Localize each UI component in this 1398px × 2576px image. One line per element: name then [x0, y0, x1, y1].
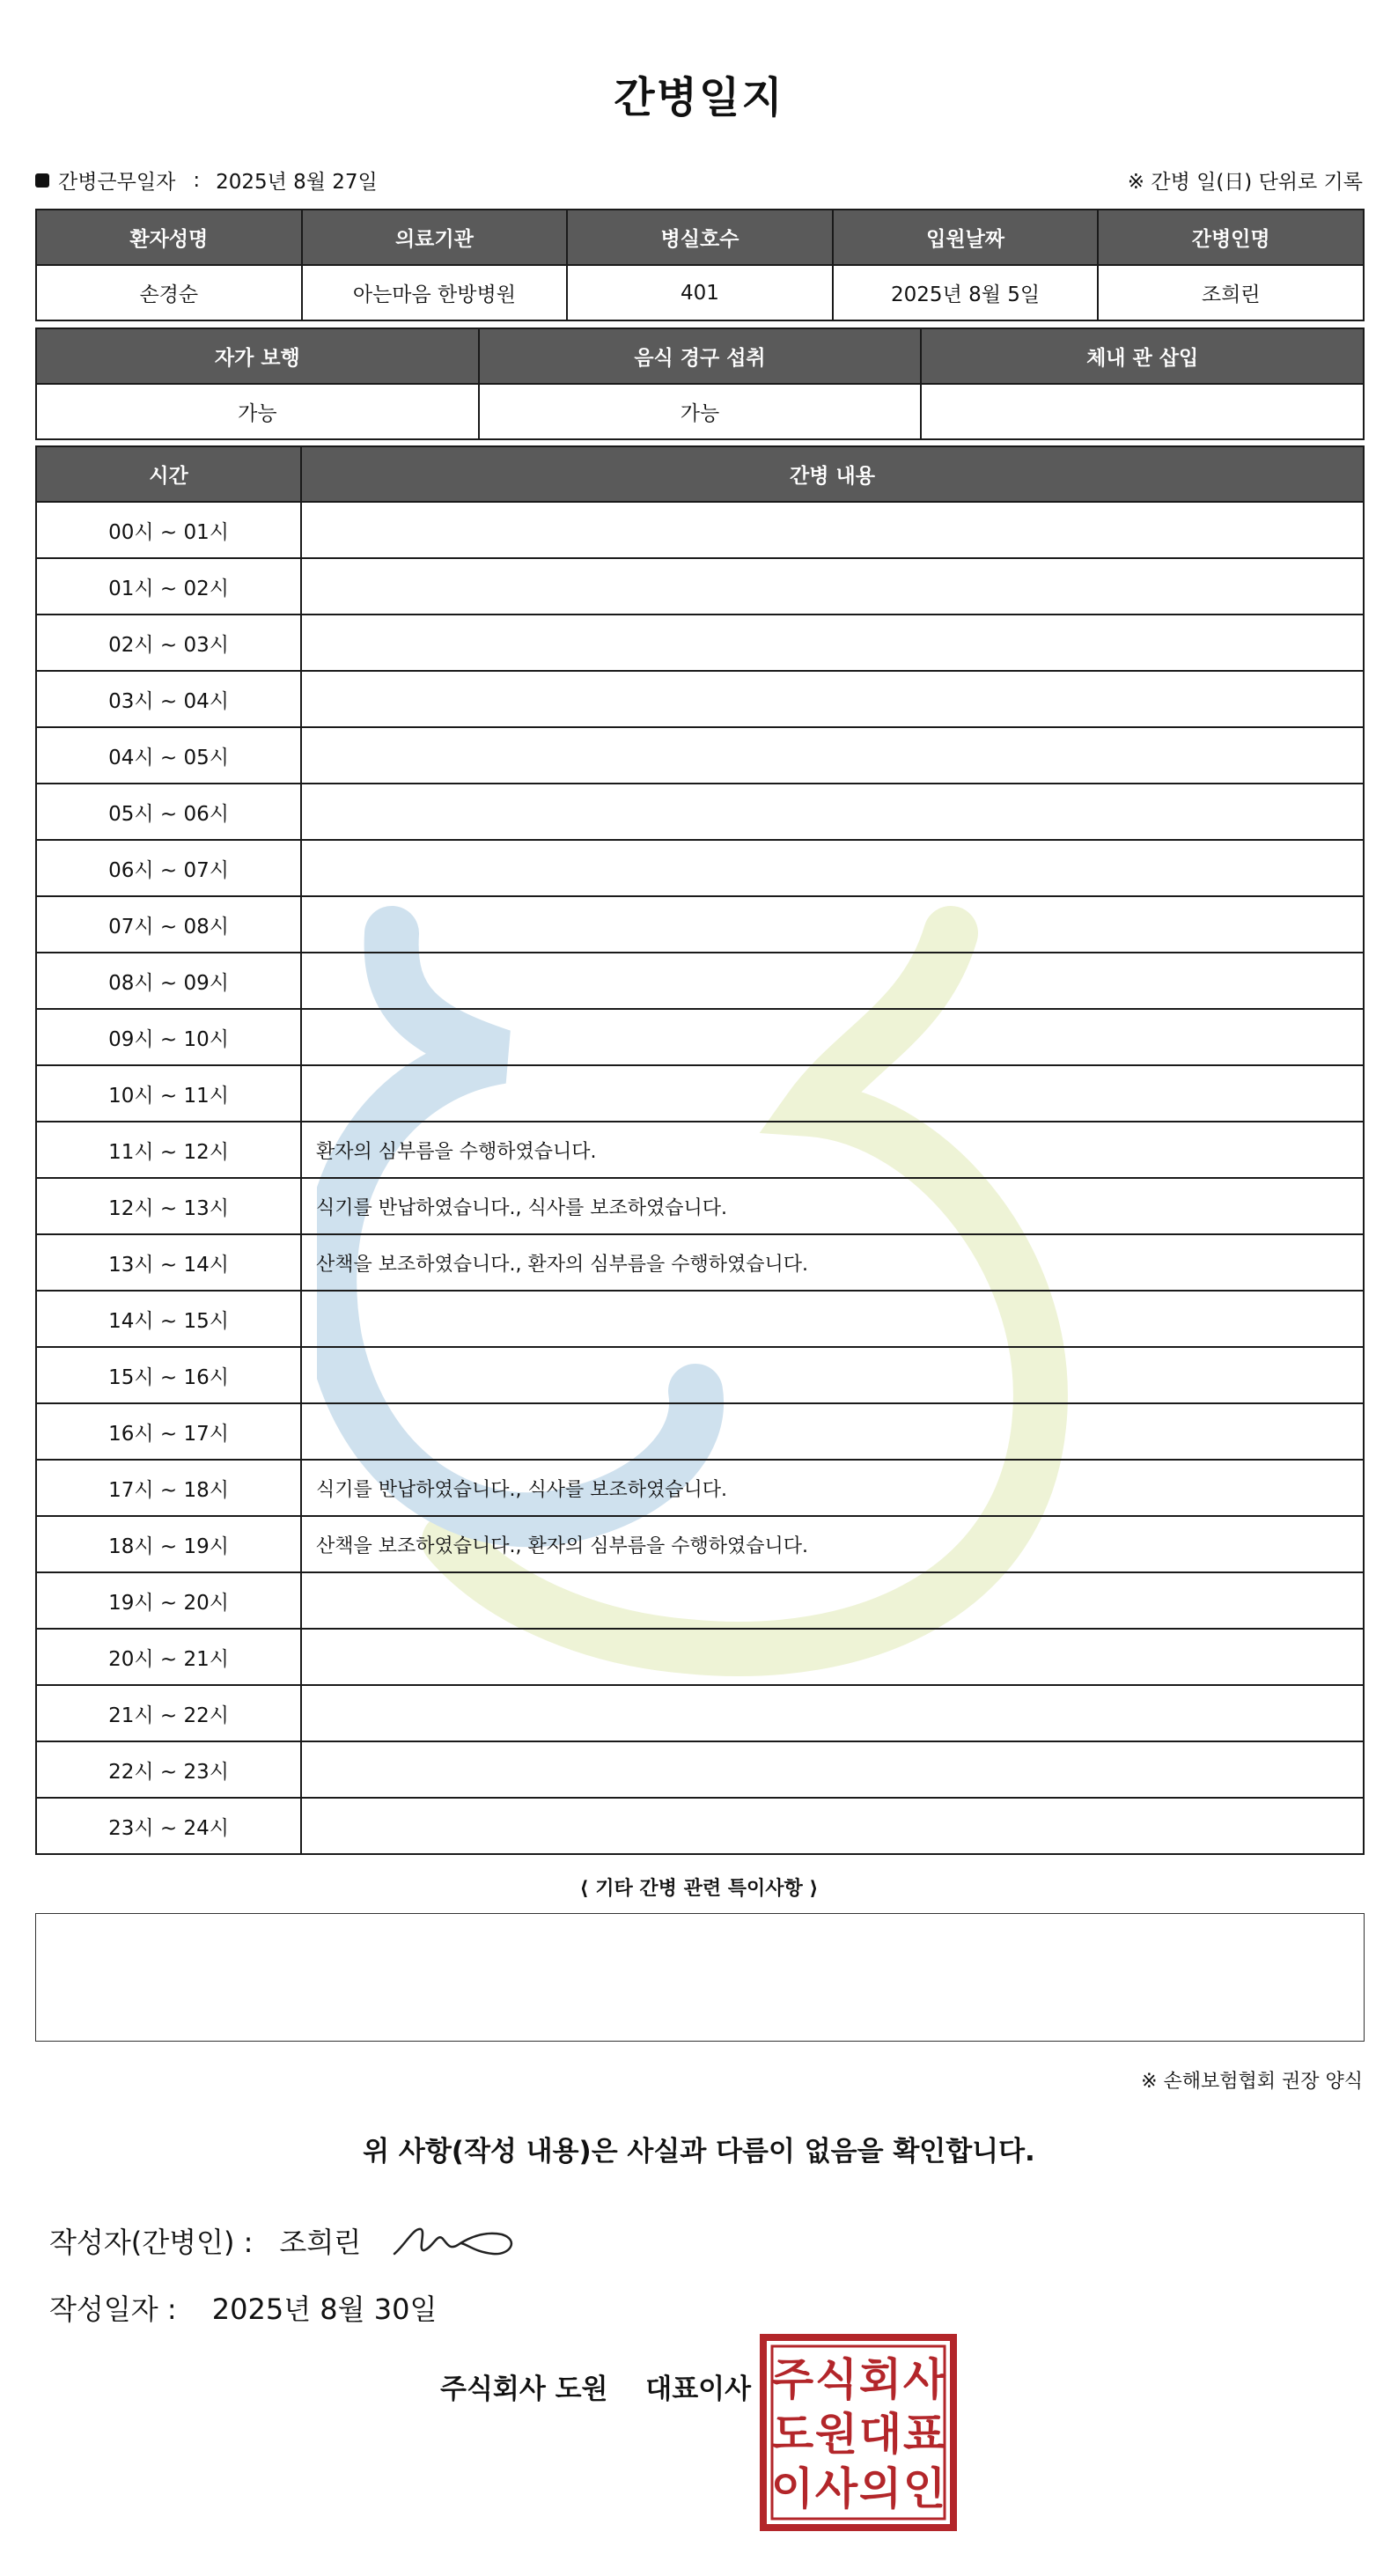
care-log-row [36, 1009, 1364, 1065]
seal-character: 표 [902, 2409, 946, 2460]
write-date-line [49, 2287, 437, 2328]
care-log-row [36, 1685, 1364, 1741]
care-log-table [35, 445, 1365, 1855]
time-slot-cell: 13시 ~ 14시 [36, 1234, 301, 1291]
care-log-row [36, 1403, 1364, 1460]
care-content-cell [301, 671, 1364, 727]
header-time: 시간 [36, 446, 301, 502]
signature-image [387, 2219, 519, 2263]
self-walking-value: 가능 [36, 384, 479, 439]
care-content-cell: 산책을 보조하였습니다., 환자의 심부름을 수행하였습니다. [301, 1516, 1364, 1572]
care-log-row [36, 1122, 1364, 1178]
care-content-cell: 환자의 심부름을 수행하였습니다. [301, 1122, 1364, 1178]
time-slot-cell: 22시 ~ 23시 [36, 1741, 301, 1798]
care-content-cell [301, 615, 1364, 671]
care-content-cell [301, 558, 1364, 615]
care-content-cell [301, 1798, 1364, 1854]
seal-character: 사 [902, 2354, 946, 2405]
write-date-value: 2025년 8월 30일 [211, 2293, 438, 2326]
writer-line [49, 2219, 519, 2263]
work-date-line [35, 166, 378, 195]
seal-character: 도 [770, 2409, 814, 2460]
care-log-row [36, 1741, 1364, 1798]
patient-value-row [36, 265, 1364, 320]
company-line [440, 2366, 751, 2406]
header-tube-insertion: 체내 관 삽입 [921, 328, 1364, 384]
patient-header-row [36, 210, 1364, 265]
care-content-cell [301, 1403, 1364, 1460]
time-slot-cell: 19시 ~ 20시 [36, 1572, 301, 1629]
patient-info-table [35, 209, 1365, 321]
seal-character: 회 [858, 2354, 902, 2405]
oral-intake-value: 가능 [479, 384, 922, 439]
care-log-row [36, 1178, 1364, 1234]
time-slot-cell: 21시 ~ 22시 [36, 1685, 301, 1741]
writer-name: 조희린 [279, 2226, 362, 2259]
care-content-cell [301, 1291, 1364, 1347]
time-slot-cell: 10시 ~ 11시 [36, 1065, 301, 1122]
care-content-cell [301, 1685, 1364, 1741]
care-log-header-row [36, 446, 1364, 502]
header-hospital: 의료기관 [302, 210, 568, 265]
care-log-row [36, 558, 1364, 615]
care-content-cell [301, 1741, 1364, 1798]
work-date-value: 2025년 8월 27일 [216, 171, 378, 194]
header-care-content: 간병 내용 [301, 446, 1364, 502]
care-content-cell [301, 784, 1364, 840]
care-log-row [36, 784, 1364, 840]
ceo-title: 대표이사 [645, 2374, 752, 2405]
seal-character: 원 [814, 2409, 858, 2460]
care-log-row [36, 1798, 1364, 1854]
time-slot-cell: 18시 ~ 19시 [36, 1516, 301, 1572]
care-log-row [36, 953, 1364, 1009]
header-admission-date: 입원날짜 [833, 210, 1099, 265]
time-slot-cell: 08시 ~ 09시 [36, 953, 301, 1009]
care-log-row [36, 1516, 1364, 1572]
time-slot-cell: 05시 ~ 06시 [36, 784, 301, 840]
ability-header-row [36, 328, 1364, 384]
header-patient-name: 환자성명 [36, 210, 302, 265]
header-room-number: 병실호수 [567, 210, 833, 265]
care-content-cell [301, 1572, 1364, 1629]
seal-character: 주 [770, 2354, 814, 2405]
time-slot-cell: 16시 ~ 17시 [36, 1403, 301, 1460]
tube-insertion-value [921, 384, 1364, 439]
seal-character: 대 [858, 2409, 902, 2460]
time-slot-cell: 09시 ~ 10시 [36, 1009, 301, 1065]
time-slot-cell: 20시 ~ 21시 [36, 1629, 301, 1685]
time-slot-cell: 12시 ~ 13시 [36, 1178, 301, 1234]
care-content-cell [301, 896, 1364, 953]
care-log-row [36, 502, 1364, 558]
caregiver-name-value: 조희린 [1098, 265, 1364, 320]
care-log-row [36, 1291, 1364, 1347]
care-log-row [36, 727, 1364, 784]
time-slot-cell: 02시 ~ 03시 [36, 615, 301, 671]
care-log-row [36, 1572, 1364, 1629]
work-date-colon: : [193, 168, 201, 192]
time-slot-cell: 06시 ~ 07시 [36, 840, 301, 896]
special-notes-title: ⟨ 기타 간병 관련 특이사항 ⟩ [579, 1878, 819, 1900]
work-date-label: 간병근무일자 [58, 171, 176, 194]
seal-character: 사 [814, 2463, 858, 2514]
hospital-value: 아는마음 한방병원 [302, 265, 568, 320]
patient-name-value: 손경순 [36, 265, 302, 320]
care-content-cell [301, 1347, 1364, 1403]
care-log-row [36, 1065, 1364, 1122]
care-content-cell [301, 1009, 1364, 1065]
care-log-row [36, 896, 1364, 953]
time-slot-cell: 15시 ~ 16시 [36, 1347, 301, 1403]
care-log-row [36, 1347, 1364, 1403]
time-slot-cell: 23시 ~ 24시 [36, 1798, 301, 1854]
care-content-cell [301, 1065, 1364, 1122]
care-content-cell [301, 1629, 1364, 1685]
ability-table [35, 328, 1365, 440]
time-slot-cell: 01시 ~ 02시 [36, 558, 301, 615]
company-seal-stamp [759, 2333, 958, 2532]
seal-character: 인 [902, 2463, 946, 2514]
bullet-square-icon [35, 173, 49, 188]
time-slot-cell: 07시 ~ 08시 [36, 896, 301, 953]
care-content-cell: 식기를 반납하였습니다., 식사를 보조하였습니다. [301, 1460, 1364, 1516]
header-caregiver-name: 간병인명 [1098, 210, 1364, 265]
write-date-label: 작성일자 : [49, 2293, 177, 2326]
header-oral-intake: 음식 경구 섭취 [479, 328, 922, 384]
company-name: 주식회사 도원 [440, 2374, 608, 2405]
care-content-cell [301, 840, 1364, 896]
care-log-row [36, 1629, 1364, 1685]
care-content-cell [301, 953, 1364, 1009]
seal-character: 식 [814, 2354, 858, 2405]
time-slot-cell: 14시 ~ 15시 [36, 1291, 301, 1347]
writer-label: 작성자(간병인) : [49, 2226, 254, 2259]
care-log-row [36, 1460, 1364, 1516]
ability-value-row [36, 384, 1364, 439]
care-log-row [36, 1234, 1364, 1291]
header-self-walking: 자가 보행 [36, 328, 479, 384]
seal-character: 이 [770, 2463, 814, 2514]
time-slot-cell: 00시 ~ 01시 [36, 502, 301, 558]
care-log-row [36, 840, 1364, 896]
care-content-cell: 산책을 보조하였습니다., 환자의 심부름을 수행하였습니다. [301, 1234, 1364, 1291]
document-title: 간병일지 [614, 73, 784, 122]
special-notes-box [35, 1913, 1365, 2042]
seal-character: 의 [858, 2463, 902, 2514]
time-slot-cell: 03시 ~ 04시 [36, 671, 301, 727]
care-log-row [36, 671, 1364, 727]
association-note: ※ 손해보험협회 권장 양식 [1141, 2071, 1363, 2093]
time-slot-cell: 04시 ~ 05시 [36, 727, 301, 784]
admission-date-value: 2025년 8월 5일 [833, 265, 1099, 320]
unit-note: ※ 간병 일(日) 단위로 기록 [1127, 171, 1363, 194]
care-content-cell [301, 502, 1364, 558]
time-slot-cell: 11시 ~ 12시 [36, 1122, 301, 1178]
care-content-cell: 식기를 반납하였습니다., 식사를 보조하였습니다. [301, 1178, 1364, 1234]
room-number-value: 401 [567, 265, 833, 320]
care-log-row [36, 615, 1364, 671]
care-content-cell [301, 727, 1364, 784]
confirmation-statement: 위 사항(작성 내용)은 사실과 다름이 없음을 확인합니다. [363, 2136, 1035, 2168]
time-slot-cell: 17시 ~ 18시 [36, 1460, 301, 1516]
